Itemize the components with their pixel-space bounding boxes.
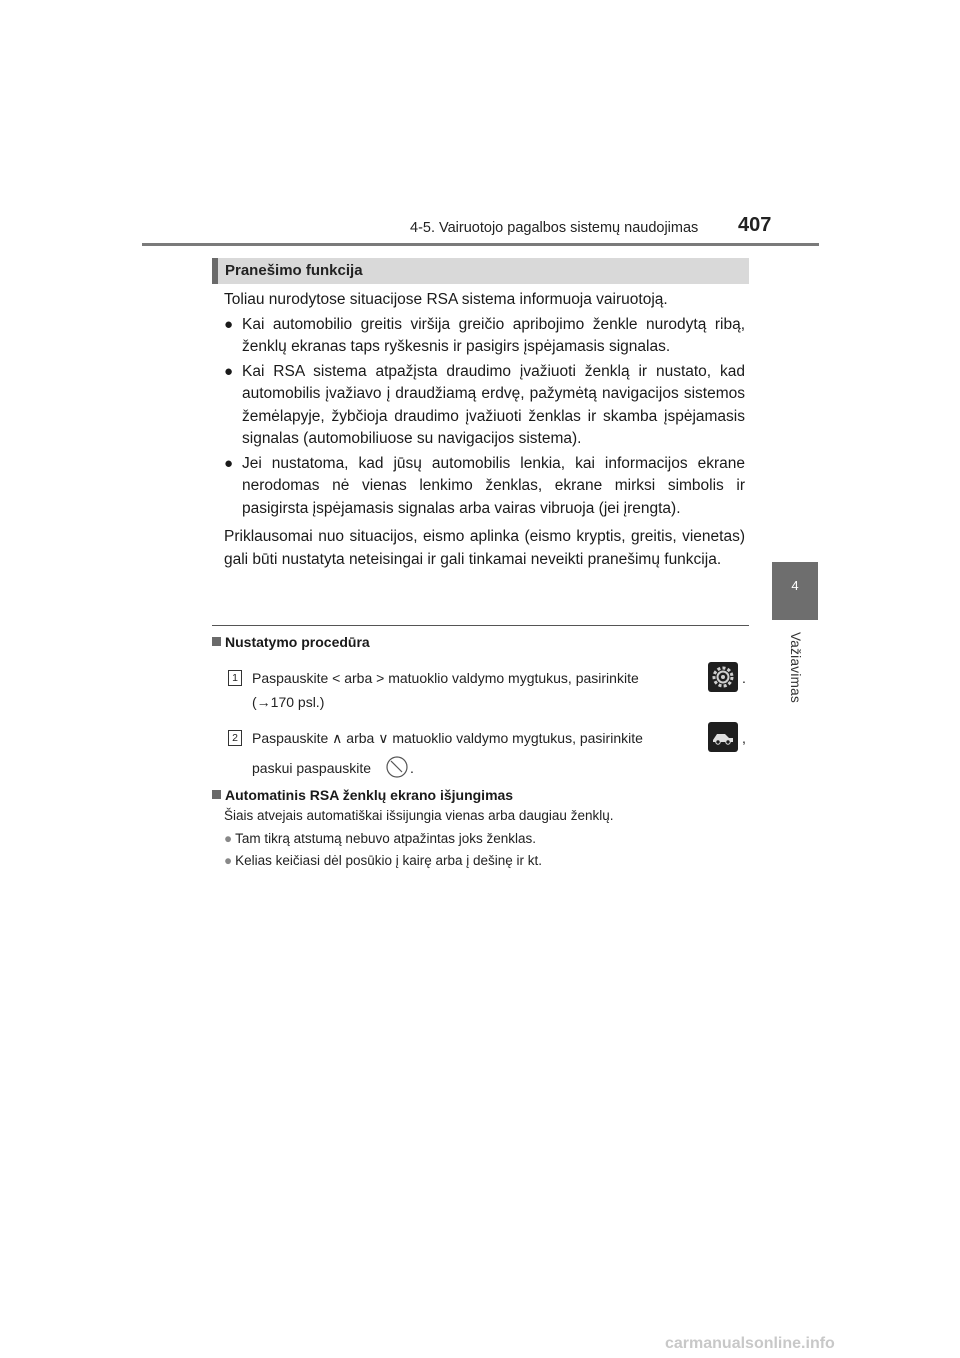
step-suffix: . <box>742 670 746 686</box>
auto-off-heading <box>212 787 513 803</box>
auto-off-text: Šiais atvejais automatiškai išsijungia vienas arba daugiau ženklų. <box>224 808 614 823</box>
body-text <box>224 289 745 571</box>
bullet-item <box>224 453 745 521</box>
step-text: Paspauskite ∧ arba ∨ matuoklio valdymo mygtukus, pasirinkite <box>252 730 643 746</box>
intro-paragraph: Toliau nurodytose situacijose RSA sistema informuoja vairuotoją. <box>224 291 668 308</box>
section-heading-bar <box>212 258 218 284</box>
auto-off-bullet: ● Tam tikrą atstumą nebuvo atpažintas joks ženklas. <box>224 831 537 846</box>
page-number: 407 <box>738 214 772 236</box>
bullet-item <box>224 314 745 359</box>
bullet-icon: ● <box>224 315 234 333</box>
step-number: 1 <box>228 670 242 686</box>
step-number: 2 <box>228 730 242 746</box>
auto-off-bullet: ● Kelias keičiasi dėl posūkio į kairę arba į dešinę ir kt. <box>224 853 543 868</box>
chapter-label: Važiavimas <box>788 632 803 704</box>
bullet-icon: ● <box>224 454 234 472</box>
bullet-text: Jei nustatoma, kad jūsų automobilis lenkia, kai informacijos ekrane nerodomas nė vienas lenkimo ženklas, ekrane mirksi simbolis ir pasigirsta įspėjamasis signalas arba vairas vibruoja (jei įrengta). <box>242 454 745 517</box>
procedure-heading <box>212 634 370 650</box>
bullet-icon: ● <box>224 853 233 868</box>
section-title: Pranešimo funkcija <box>225 262 363 279</box>
bullet-icon: ● <box>224 831 233 846</box>
closing-paragraph: Priklausomai nuo situacijos, eismo aplinka (eismo kryptis, greitis, vienetas) gali būti nustatyta neteisingai ir gali tinkamai neveikti pranešimų funkcija. <box>224 528 745 568</box>
bullet-text: Kai automobilio greitis viršija greičio apribojimo ženkle nurodytą ribą, ženklų ekranas taps ryškesnis ir pasigirs įspėjamasis signalas. <box>242 315 745 355</box>
auto-off-title: Automatinis RSA ženklų ekrano išjungimas <box>225 787 514 803</box>
gear-settings-icon <box>708 662 738 692</box>
confirm-circle-icon <box>385 755 409 779</box>
square-bullet-icon <box>212 790 221 799</box>
chapter-tab: 4 <box>772 562 818 620</box>
header-rule <box>142 243 819 246</box>
step-line2-suffix: . <box>410 760 414 776</box>
watermark: carmanualsonline.info <box>665 1335 835 1352</box>
running-header: 4-5. Vairuotojo pagalbos sistemų naudojimas <box>410 220 699 236</box>
vehicle-assist-icon <box>708 722 738 752</box>
step-continuation: paskui paspauskite <box>252 760 372 776</box>
procedure-title: Nustatymo procedūra <box>225 634 370 650</box>
step-text: Paspauskite < arba > matuoklio valdymo mygtukus, pasirinkite <box>252 670 639 686</box>
bullet-item <box>224 361 745 451</box>
procedure-step-2 <box>228 728 745 778</box>
section-divider <box>212 625 749 626</box>
bullet-icon: ● <box>224 362 234 380</box>
square-bullet-icon <box>212 637 221 646</box>
bullet-text: Kai RSA sistema atpažįsta draudimo įvažiuoti ženklą ir nustato, kad automobilis įvažiavo į draudžiamą erdvę, pažymėtą navigacijos sistemos žemėlapyje, žybčioja draudimo įvažiuoti ženklas ir skamba įspėjamasis signalas (automobiliuose su navigacijos sistema). <box>242 362 745 447</box>
section-heading <box>212 258 749 284</box>
procedure-step-1 <box>228 668 745 718</box>
step-reference: (→170 psl.) <box>252 694 325 710</box>
step-suffix: , <box>742 730 746 746</box>
